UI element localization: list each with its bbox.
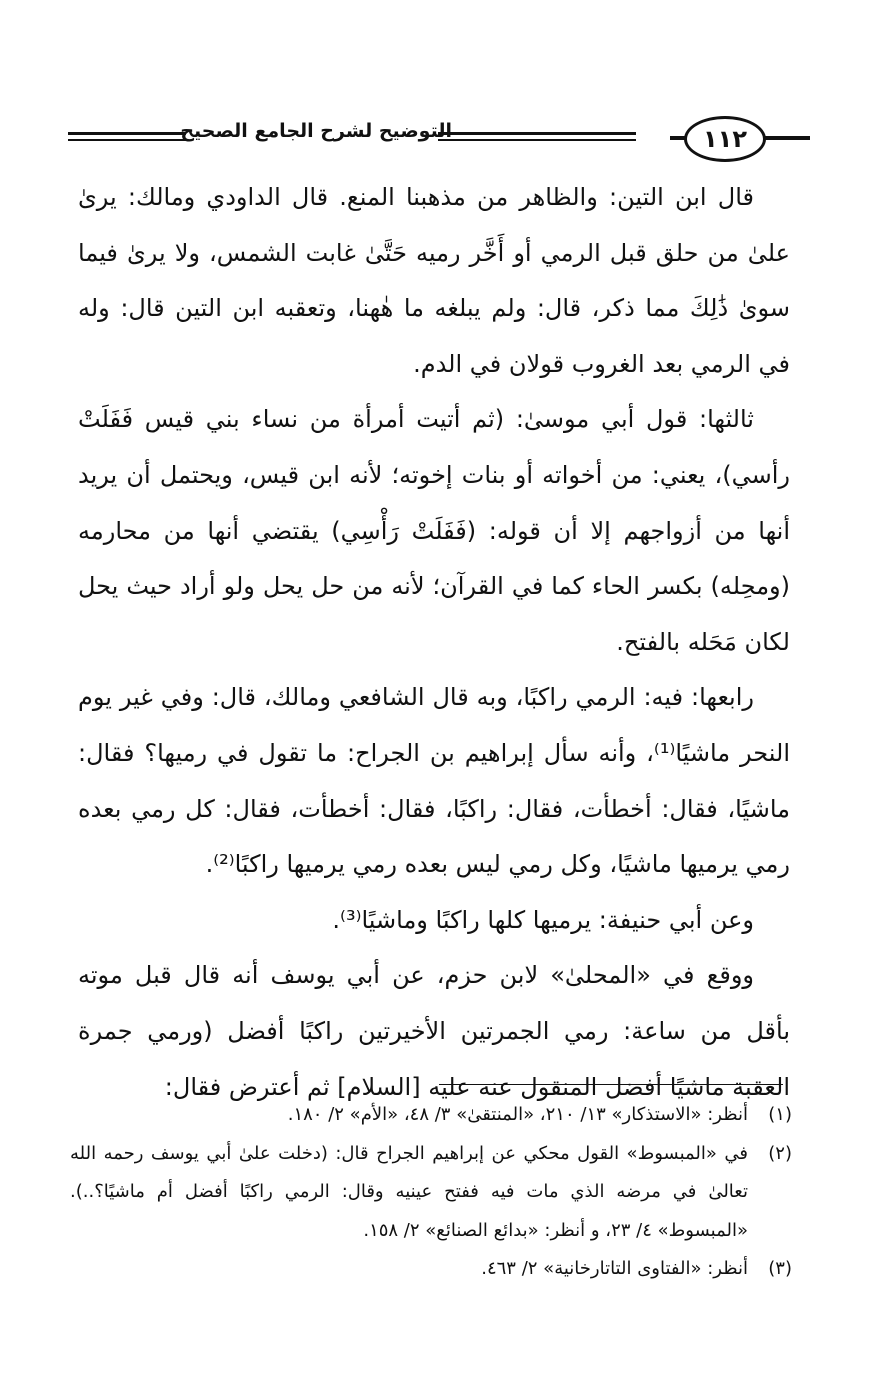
footnote-number: (١) <box>768 1104 792 1125</box>
book-title: التوضيح لشرح الجامع الصحيح <box>180 120 452 142</box>
footnote-number: (٣) <box>768 1258 792 1279</box>
footnote-number: (٢) <box>768 1142 792 1164</box>
paragraph: ووقع في «المحلىٰ» لابن حزم، عن أبي يوسف أنه قال قبل موته بأقل من ساعة: رمي الجمرتين الأخيرتين راكبًا أفضل (ورمي جمرة العقبة ماشيًا أفضل المنقول عنه عليه [السلام] ثم أعترض فقال: <box>78 961 790 1101</box>
page-number-ornament <box>650 112 810 164</box>
footnote <box>70 1250 792 1289</box>
footnote-text: في «المبسوط» القول محكي عن إبراهيم الجراح قال: (دخلت علىٰ أبي يوسف رحمه الله تعالىٰ في مرضه الذي مات فيه ففتح عينيه وقال: الرمي راكبًا أفضل أم ماشيًا؟..). «المبسوط» ٤/ ٢٣، و أنظر: «بدائع الصنائع» ٢/ ١٥٨. <box>70 1142 748 1241</box>
footnote <box>70 1135 792 1251</box>
footnotes <box>70 1096 792 1289</box>
paragraph: وعن أبي حنيفة: يرميها كلها راكبًا وماشيًا⁽³⁾. <box>332 905 754 934</box>
footnote-text: أنظر: «الاستذكار» ١٣/ ٢١٠، «المنتقىٰ» ٣/ ٤٨، «الأم» ٢/ ١٨٠. <box>287 1104 748 1125</box>
paragraph: رابعها: فيه: الرمي راكبًا، وبه قال الشافعي ومالك، قال: وفي غير يوم النحر ماشيًا⁽¹⁾، وأنه سأل إبراهيم بن الجراح: ما تقول في رميها؟ فقال: ماشيًا، فقال: أخطأت، فقال: راكبًا، فقال: أخطأت، فقال: كل رمي بعده رمي يرميها ماشيًا، وكل رمي ليس بعده رمي يرميها راكبًا⁽²⁾. <box>78 683 791 879</box>
main-text <box>78 170 790 1115</box>
paragraph: ثالثها: قول أبي موسىٰ: (ثم أتيت أمرأة من نساء بني قيس فَفَلَتْ رأسي)، يعني: من أخواته أو بنات إخوته؛ لأنه ابن قيس، ويحتمل أن يريد أنها من أزواجهم إلا أن قوله: (فَفَلَتْ رَأْسِي) يقتضي أنها من محارمه (ومحِله) بكسر الحاء كما في القرآن؛ لأنه من حل يحل ولو أراد حيث يحل لكان مَحَله بالفتح. <box>78 405 790 656</box>
header-rule-left <box>68 132 186 141</box>
header-rule-right <box>438 132 636 141</box>
paragraph: قال ابن التين: والظاهر من مذهبنا المنع. قال الداودي ومالك: يرىٰ علىٰ من حلق قبل الرمي أو أَخَّر رميه حَتَّىٰ غابت الشمس، ولا يرىٰ فيما سوىٰ ذَٰلِكَ مما ذكر، قال: ولم يبلغه ما هٰهنا، وتعقبه ابن التين قال: وله في الرمي بعد الغروب قولان في الدم. <box>78 183 790 378</box>
footnote-text: أنظر: «الفتاوى التاتارخانية» ٢/ ٤٦٣. <box>481 1258 748 1279</box>
page-number: ١١٢ <box>684 116 766 162</box>
running-header <box>68 112 810 164</box>
footnote-separator <box>439 1084 783 1085</box>
footnote <box>70 1096 792 1135</box>
